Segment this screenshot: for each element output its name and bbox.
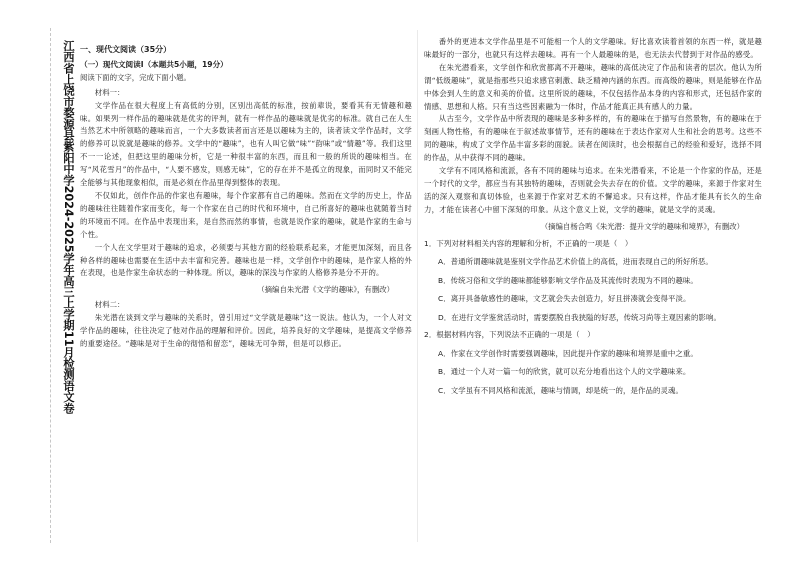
passage-paragraph: 番外的更进本文学作品里是不可能相一个人的文学趣味。好比喜欢读着首领的东西一样，就是趣味最好的一部分，也就只有这样去趣味。再有一个人最趣味的是，也无法去代替到于对作品的感受。 xyxy=(424,37,762,59)
question-stem: 2．根据材料内容，下列说法不正确的一项是（ ） xyxy=(424,330,595,340)
column-divider xyxy=(417,30,418,542)
question-stem: 1．下列对材料相关内容的理解和分析，不正确的一项是（ ） xyxy=(424,238,633,248)
passage-paragraph: 文学有不同风格和流派，各有不同的趣味与追求。在朱光潜看来，不论是一个作家的作品，还是一个时代的文学，都应当有其独特的趣味，否则就会失去存在的价值。文学的趣味，来源于作家对生活的深入观察和真切体验，也来源于作家对艺术的不懈追求。只有这样，作品才能具有长久的生命力，才能在读者心中留下深刻的印象。从这个意义上说，文学的趣味，就是文学的灵魂。 xyxy=(424,166,762,214)
question-option[interactable]: B．通过一个人对一篇一句的欣赏，就可以充分地看出这个人的文学趣味来。 xyxy=(438,367,691,377)
passage-paragraph: 一个人在文学里对于趣味的追求，必须要与其他方面的经验联系起来，才能更加深刻，而且各种各样的趣味也需要在生活中去丰富和完善。趣味也是一样，文学创作中的趣味，是作家人格的外在表现，也是作家生命状态的一种体现。所以，趣味的深浅与作家的人格修养是分不开的。 xyxy=(80,242,412,278)
material-two-label: 材料二： xyxy=(94,300,125,310)
passage-paragraph: 不仅如此，创作作品的作家也有趣味，每个作家都有自己的趣味。然而在文学的历史上，作品的趣味往往随着作家而变化，每一个作家在自己的时代和环境中，自己所喜好的趣味也就随着当时的环境而不同。在作品中表现出来，是自然而然的事情，也就是说作家的趣味，就是作家的生命与个性。 xyxy=(80,190,412,239)
question-option[interactable]: D．在进行文学鉴赏活动时，需要摆脱自我狭隘的好恶，传统习尚等主观因素的影响。 xyxy=(438,312,721,322)
passage-paragraph: 朱光潜在谈到文学与趣味的关系时，曾引用过“文学就是趣味”这一说法。他认为，一个人对文学作品的趣味，往往决定了他对作品的理解和评价。因此，培养良好的文学趣味，是提高文学修养的重要途径。“趣味是对于生命的彻悟和留恋”，趣味无可争辩，但是可以修正。 xyxy=(80,313,412,348)
question-option[interactable]: C．离开具备敏感性的趣味，文艺就会失去创造力，好且拼凑就会变得平淡。 xyxy=(438,294,691,304)
instruction: 阅读下面的文字，完成下面小题。 xyxy=(80,72,191,82)
source-note: （摘编自杨合鸣《朱光潜：提升文学的趣味和境界》，有删改） xyxy=(540,221,744,231)
question-option[interactable]: C．文学虽有不同风格和流派，趣味与情调，却是统一的，是作品的灵魂。 xyxy=(438,385,683,395)
sub-heading: （一）现代文阅读Ⅰ（本题共5小题，19分） xyxy=(80,59,228,69)
question-option[interactable]: A．普通所谓趣味就是鉴别文学作品艺术价值上的高低，进而表现自己的所好所恶。 xyxy=(438,257,713,267)
exam-title: 江西省上饶市婺源县紫阳中学2024-2025学年高三上学期11月检测语文卷 xyxy=(62,40,75,414)
binding-gutter xyxy=(30,28,51,543)
passage-paragraph: 文学作品在很大程度上有高低的分别，区别出高低的标准，按前辈说，要看其有无情趣和趣味。如果列一样作品的趣味就是优劣的评判，就有一样作品的趣味就是优劣的标准。就自己在人生当然艺术中所领略的趣味而言，一个大多数读者而言还是以趣味为主的，读者读文学作品时，文学的修养可以说就是趣味的修养。文学中的“趣味”，也有人叫它做“味”“韵味”或“情趣”等。我们这里不一一论述，但把这里的趣味分析，它是一种很丰富的东西，而且和一般的所说的趣味相当。在写“风花雪月”的作品中，“人要不感发，则感无味”，它的存在并不是孤立的现象，而同时又不能完全能够与其他现象相似，而是必须在作品里得到整体的表现。 xyxy=(80,100,412,188)
question-option[interactable]: B．传统习俗和文学的趣味都能够影响文学作品及其流传时表现为不同的趣味。 xyxy=(438,275,698,285)
source-note: （摘编自朱光潜《文学的趣味》，有删改） xyxy=(257,285,394,295)
passage-paragraph: 在朱光潜看来，文学创作和欣赏都离不开趣味，趣味的高低决定了作品和读者的层次。他认为所谓“低级趣味”，就是指那些只追求感官刺激、缺乏精神内涵的东西。而高级的趣味，则是能够在作品中体会到人生的意义和美的价值。这里所说的趣味，不仅包括作品本身的内容和形式，还包括作家的情感、思想和人格。只有当这些因素融为一体时，作品才能真正具有感人的力量。 xyxy=(424,62,762,111)
material-one-label: 材料一： xyxy=(94,87,125,97)
question-option[interactable]: A．作家在文学创作时需要强调趣味，因此提升作家的趣味和境界是重中之重。 xyxy=(438,348,698,358)
passage-paragraph: 从古至今，文学作品中所表现的趣味是多种多样的，有的趣味在于描写自然景物，有的趣味在于刻画人物性格，有的趣味在于叙述故事情节，还有的趣味在于表达作家对人生和社会的思考。这些不同的趣味，构成了文学作品丰富多彩的面貌。读者在阅读时，也会根据自己的经验和爱好，选择不同的作品，从中获得不同的趣味。 xyxy=(424,114,762,163)
section-heading: 一、现代文阅读（35分） xyxy=(80,45,172,54)
left-column xyxy=(80,36,412,351)
right-column xyxy=(424,36,762,398)
